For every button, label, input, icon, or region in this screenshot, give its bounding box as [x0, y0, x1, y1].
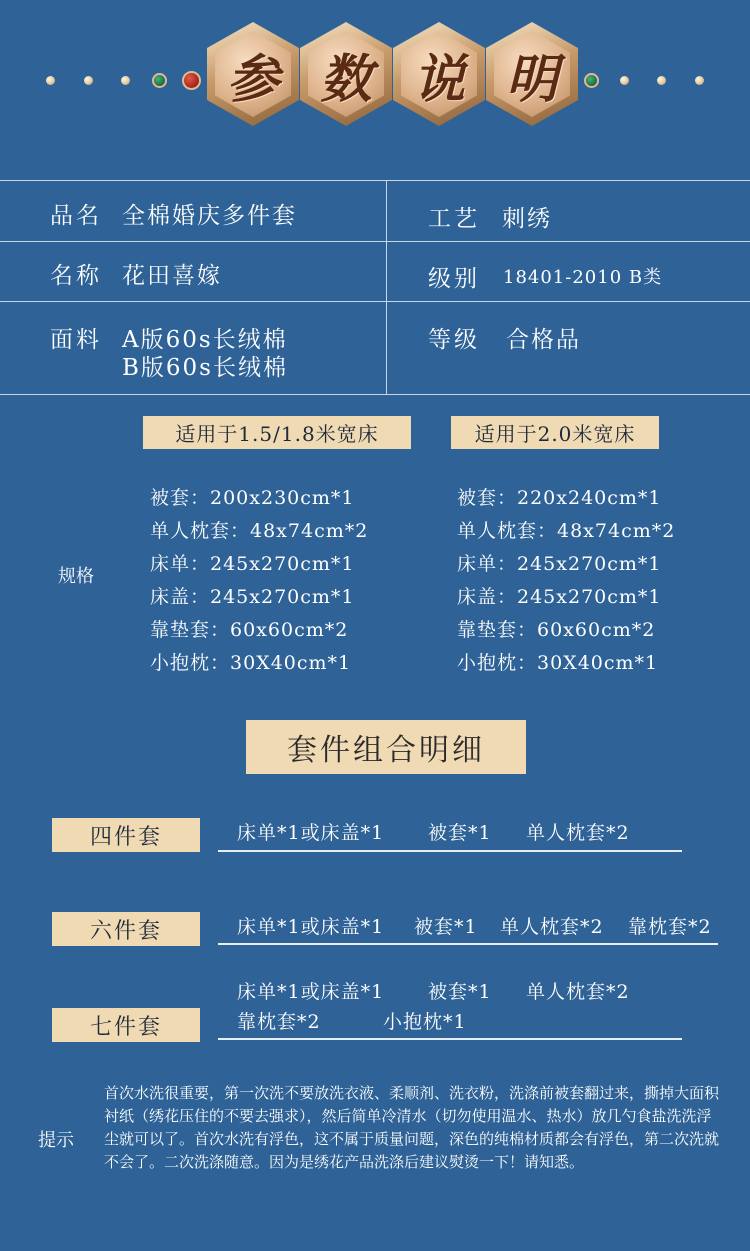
title-char: 数: [319, 48, 372, 110]
divider: [218, 943, 718, 945]
six-piece-tag: 六件套: [52, 912, 200, 946]
title-hex-2: [300, 22, 392, 126]
divider: [218, 1038, 682, 1040]
spec-item: 床盖：245x270cm*1: [150, 586, 355, 608]
combo-item: 床单*1或床盖*1: [237, 981, 385, 1003]
divider: [218, 850, 682, 852]
decor-dot-icon: [121, 76, 130, 85]
title-char: 明: [505, 48, 558, 110]
combo-item: 单人枕套*2: [526, 822, 630, 844]
decor-dot-icon: [620, 76, 629, 85]
spec-list-a: [150, 483, 368, 681]
title-hex-1: [207, 22, 299, 126]
combo-item: 床单*1或床盖*1: [237, 822, 385, 844]
bed-size-tag-a: 适用于1.5/1.8米宽床: [143, 416, 411, 449]
quality-value: 合格品: [506, 327, 581, 353]
combo-item: 单人枕套*2: [526, 981, 630, 1003]
spec-list-b: [457, 483, 675, 681]
decor-dot-icon: [84, 76, 93, 85]
spec-label: 规格: [58, 566, 94, 587]
decor-green-dot-icon: [152, 73, 167, 88]
combo-section-title: 套件组合明细: [246, 720, 526, 774]
decor-dot-icon: [657, 76, 666, 85]
header-banner: [0, 0, 750, 160]
grade-value: 18401-2010 B类: [503, 267, 663, 288]
spec-item: 床盖：245x270cm*1: [457, 586, 662, 608]
four-piece-tag: 四件套: [52, 818, 200, 852]
name-label: 名称: [50, 263, 102, 289]
combo-item: 靠枕套*2: [628, 916, 712, 938]
decor-dot-icon: [695, 76, 704, 85]
title-hex-4: [486, 22, 578, 126]
spec-item: 单人枕套：48x74cm*2: [457, 520, 676, 542]
spec-item: 小抱枕：30X40cm*1: [150, 652, 352, 674]
decor-red-dot-icon: [182, 71, 201, 90]
product-value: 全棉婚庆多件套: [122, 203, 297, 229]
title-hex-3: [393, 22, 485, 126]
title-char: 参: [226, 48, 279, 110]
combo-item: 被套*1: [428, 981, 492, 1003]
decor-green-dot-icon: [584, 73, 599, 88]
title-char: 说: [412, 48, 465, 110]
combo-item: 靠枕套*2: [237, 1011, 321, 1033]
name-value: 花田喜嫁: [122, 263, 222, 289]
combo-item: 被套*1: [414, 916, 478, 938]
quality-label: 等级: [428, 327, 480, 353]
fabric-label: 面料: [50, 327, 102, 353]
spec-item: 床单：245x270cm*1: [150, 553, 355, 575]
product-label: 品名: [50, 203, 102, 229]
spec-item: 靠垫套：60x60cm*2: [150, 619, 349, 641]
tips-text: 首次水洗很重要，第一次洗不要放洗衣液、柔顺剂、洗衣粉，洗涤前被套翻过来，撕掉大面积衬纸（绣花压住的不要去强求），然后简单冷清水（切勿使用温水、热水）放几勺食盐洗洗浮尘就可以了。首次水洗有浮色，这不属于质量问题，深色的纯棉材质都会有浮色，第二次洗就不会了。二次洗涤随意。因为是绣花产品洗涤后建议熨烫一下！请知悉。: [104, 1084, 720, 1171]
fabric-value-b: B版60s长绒棉: [122, 355, 288, 381]
spec-item: 单人枕套：48x74cm*2: [150, 520, 369, 542]
combo-item: 单人枕套*2: [500, 916, 604, 938]
fabric-value-a: A版60s长绒棉: [122, 327, 288, 353]
spec-item: 被套：200x230cm*1: [150, 487, 355, 509]
combo-item: 床单*1或床盖*1: [237, 916, 385, 938]
spec-item: 床单：245x270cm*1: [457, 553, 662, 575]
spec-item: 被套：220x240cm*1: [457, 487, 662, 509]
tips-label: 提示: [38, 1130, 74, 1151]
spec-item: 靠垫套：60x60cm*2: [457, 619, 656, 641]
combo-item: 小抱枕*1: [383, 1011, 467, 1033]
craft-value: 刺绣: [502, 206, 552, 232]
bed-size-tag-b: 适用于2.0米宽床: [451, 416, 659, 449]
craft-label: 工艺: [428, 206, 480, 232]
decor-dot-icon: [46, 76, 55, 85]
seven-piece-tag: 七件套: [52, 1008, 200, 1042]
spec-item: 小抱枕：30X40cm*1: [457, 652, 659, 674]
grade-label: 级别: [428, 266, 480, 292]
combo-item: 被套*1: [428, 822, 492, 844]
